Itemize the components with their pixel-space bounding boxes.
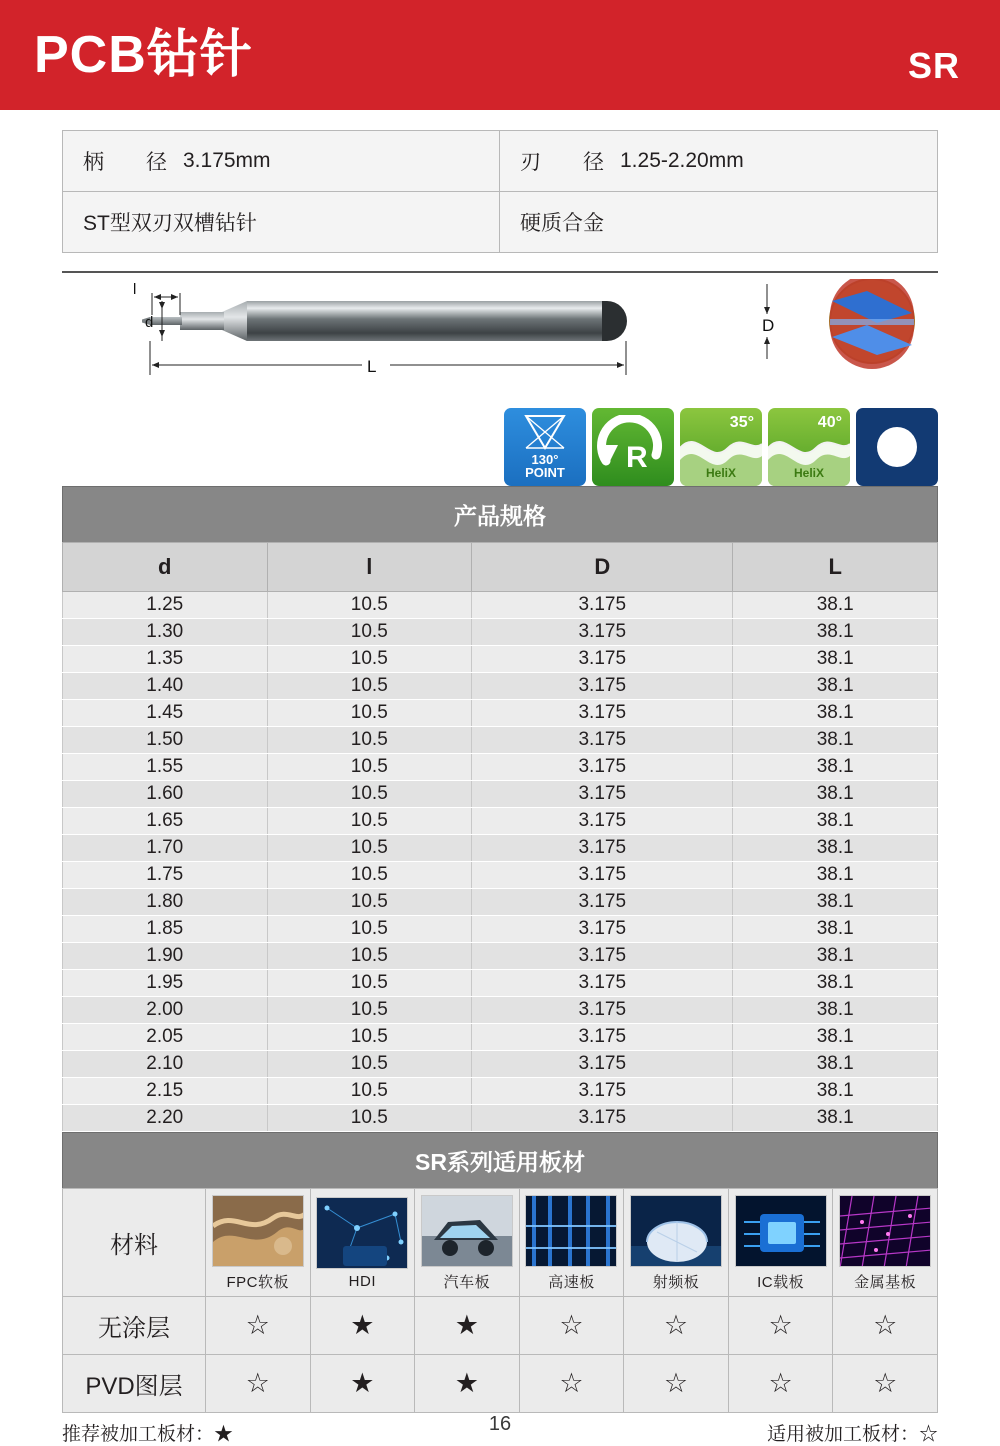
- dim-d-label: d: [145, 314, 154, 331]
- uncoated-rating-ic: ☆: [728, 1297, 833, 1355]
- uncoated-rating-metal: ☆: [833, 1297, 938, 1355]
- spec-cell-l: 10.5: [267, 754, 472, 781]
- badge-line1: R: [626, 441, 648, 474]
- spec-col-D: D: [472, 543, 733, 592]
- spec-cell-D: 3.175: [472, 835, 733, 862]
- uncoated-rating-auto: ★: [415, 1297, 520, 1355]
- material-row-label: 材料: [63, 1189, 206, 1297]
- hdi-thumbnail: [316, 1197, 408, 1269]
- table-row: [63, 646, 938, 673]
- fpc-thumbnail: [212, 1195, 304, 1267]
- dim-L-label: L: [367, 357, 377, 376]
- spec-cell-L: 38.1: [733, 781, 938, 808]
- spec-cell-L: 38.1: [733, 862, 938, 889]
- helix-40-badge: [768, 408, 850, 486]
- table-row: [63, 754, 938, 781]
- spec-cell-d: 2.05: [63, 1024, 268, 1051]
- spec-cell-l: 10.5: [267, 673, 472, 700]
- table-row: [63, 835, 938, 862]
- spec-cell-D: 3.175: [472, 700, 733, 727]
- highspeed-thumbnail: [525, 1195, 617, 1267]
- badge-line1: 35°: [729, 414, 754, 431]
- material-name: 射频板: [652, 1274, 700, 1291]
- badge-line2: POINT: [525, 465, 565, 481]
- spec-cell-L: 38.1: [733, 1024, 938, 1051]
- spec-cell-L: 38.1: [733, 1105, 938, 1132]
- hole-icon: [877, 427, 917, 467]
- spec-cell-l: 10.5: [267, 592, 472, 619]
- material-name: HDI: [348, 1273, 377, 1290]
- spec-cell-l: 10.5: [267, 808, 472, 835]
- spec-cell-d: 2.20: [63, 1105, 268, 1132]
- table-row: [63, 673, 938, 700]
- hole-badge: [856, 408, 938, 486]
- spec-cell-l: 10.5: [267, 943, 472, 970]
- spec-cell-D: 3.175: [472, 727, 733, 754]
- table-row: [63, 889, 938, 916]
- spec-col-L: L: [733, 543, 938, 592]
- table-row: [63, 862, 938, 889]
- material-name: 金属基板: [854, 1274, 917, 1291]
- spec-info-material: [500, 192, 937, 252]
- spec-cell-D: 3.175: [472, 862, 733, 889]
- table-row: [63, 619, 938, 646]
- spec-cell-d: 1.95: [63, 970, 268, 997]
- table-row: [63, 700, 938, 727]
- material-cell-highspeed: [519, 1189, 624, 1297]
- spec-cell-l: 10.5: [267, 970, 472, 997]
- spec-cell-l: 10.5: [267, 1078, 472, 1105]
- page-title: PCB钻针: [34, 26, 253, 84]
- spec-cell-L: 38.1: [733, 997, 938, 1024]
- table-row: [63, 916, 938, 943]
- spec-cell-L: 38.1: [733, 592, 938, 619]
- spec-cell-L: 38.1: [733, 727, 938, 754]
- spec-cell-d: 1.35: [63, 646, 268, 673]
- spec-cell-D: 3.175: [472, 1078, 733, 1105]
- spec-cell-d: 1.80: [63, 889, 268, 916]
- pvd-rating-auto: ★: [415, 1355, 520, 1413]
- spec-cell-L: 38.1: [733, 808, 938, 835]
- spec-cell-D: 3.175: [472, 916, 733, 943]
- badge-line2: HeliX: [705, 466, 736, 480]
- badge-line2: HeliX: [793, 466, 824, 480]
- uncoated-row-label: 无涂层: [63, 1297, 206, 1355]
- spec-cell-L: 38.1: [733, 619, 938, 646]
- spec-cell-d: 1.85: [63, 916, 268, 943]
- spec-cell-L: 38.1: [733, 1051, 938, 1078]
- table-row: [63, 1024, 938, 1051]
- spec-cell-l: 10.5: [267, 1024, 472, 1051]
- spec-table-header-row: [63, 543, 938, 592]
- material-cell-hdi: [310, 1189, 415, 1297]
- uncoated-rating-rf: ☆: [624, 1297, 729, 1355]
- spec-cell-D: 3.175: [472, 808, 733, 835]
- rotation-badge: [592, 408, 674, 486]
- spec-cell-L: 38.1: [733, 970, 938, 997]
- dim-D-label: D: [762, 316, 775, 335]
- table-row: [63, 808, 938, 835]
- drill-technical-drawing: [62, 279, 938, 399]
- table-row: [63, 997, 938, 1024]
- pvd-rating-ic: ☆: [728, 1355, 833, 1413]
- badge-line1: 40°: [817, 414, 842, 431]
- table-row: [63, 592, 938, 619]
- spec-cell-d: 2.15: [63, 1078, 268, 1105]
- spec-col-l: l: [267, 543, 472, 592]
- spec-cell-D: 3.175: [472, 970, 733, 997]
- spec-cell-l: 10.5: [267, 781, 472, 808]
- spec-info-value: 3.175mm: [183, 149, 271, 172]
- table-row: [63, 1078, 938, 1105]
- pvd-rating-highspeed: ☆: [519, 1355, 624, 1413]
- spec-info-value: 1.25-2.20mm: [620, 149, 744, 172]
- spec-cell-L: 38.1: [733, 1078, 938, 1105]
- spec-cell-l: 10.5: [267, 646, 472, 673]
- spec-table-title: 产品规格: [62, 486, 938, 542]
- spec-cell-L: 38.1: [733, 673, 938, 700]
- spec-cell-d: 1.45: [63, 700, 268, 727]
- series-code: SR: [907, 45, 960, 86]
- material-cell-ic: [728, 1189, 833, 1297]
- spec-cell-D: 3.175: [472, 943, 733, 970]
- spec-cell-l: 10.5: [267, 916, 472, 943]
- spec-cell-l: 10.5: [267, 862, 472, 889]
- spec-cell-L: 38.1: [733, 646, 938, 673]
- spec-cell-l: 10.5: [267, 997, 472, 1024]
- spec-cell-d: 1.30: [63, 619, 268, 646]
- spec-cell-d: 1.90: [63, 943, 268, 970]
- spec-cell-d: 1.65: [63, 808, 268, 835]
- spec-cell-d: 2.10: [63, 1051, 268, 1078]
- automotive-thumbnail: [421, 1195, 513, 1267]
- spec-cell-D: 3.175: [472, 619, 733, 646]
- pvd-rating-hdi: ★: [310, 1355, 415, 1413]
- rotation-arrow-icon: [596, 415, 670, 479]
- legend-recommended: 推荐被加工板材：★: [62, 1424, 234, 1445]
- spec-cell-D: 3.175: [472, 646, 733, 673]
- pvd-rating-metal: ☆: [833, 1355, 938, 1413]
- spec-col-d: d: [63, 543, 268, 592]
- spec-cell-L: 38.1: [733, 700, 938, 727]
- spec-info-label: 刃 径: [520, 151, 604, 174]
- material-table: [62, 1188, 938, 1413]
- legend-applicable: 适用被加工板材：☆: [766, 1424, 938, 1445]
- spec-info-label: 柄 径: [83, 151, 167, 174]
- table-row: [63, 781, 938, 808]
- material-cell-auto: [415, 1189, 520, 1297]
- material-name: 高速板: [548, 1274, 595, 1291]
- spec-cell-D: 3.175: [472, 673, 733, 700]
- page-header: [0, 0, 1000, 110]
- ic-substrate-thumbnail: [735, 1195, 827, 1267]
- material-cell-rf: [624, 1189, 729, 1297]
- spec-cell-D: 3.175: [472, 592, 733, 619]
- spec-cell-l: 10.5: [267, 835, 472, 862]
- rf-thumbnail: [630, 1195, 722, 1267]
- spec-cell-L: 38.1: [733, 889, 938, 916]
- spec-cell-d: 1.25: [63, 592, 268, 619]
- spec-cell-L: 38.1: [733, 943, 938, 970]
- metal-base-thumbnail: [839, 1195, 931, 1267]
- material-cell-metal: [833, 1189, 938, 1297]
- point-angle-badge: [504, 408, 586, 486]
- pvd-row: [63, 1355, 938, 1413]
- spec-cell-d: 1.60: [63, 781, 268, 808]
- spec-cell-l: 10.5: [267, 727, 472, 754]
- badge-line1: 130°: [531, 451, 559, 467]
- material-name: IC载板: [757, 1274, 805, 1291]
- drill-drawing-area: [62, 271, 938, 486]
- spec-cell-l: 10.5: [267, 1051, 472, 1078]
- spec-table: [62, 542, 938, 1132]
- spec-cell-l: 10.5: [267, 1105, 472, 1132]
- spec-table-body: [63, 592, 938, 1132]
- uncoated-row: [63, 1297, 938, 1355]
- uncoated-rating-hdi: ★: [310, 1297, 415, 1355]
- spec-cell-L: 38.1: [733, 754, 938, 781]
- spec-cell-d: 2.00: [63, 997, 268, 1024]
- spec-cell-D: 3.175: [472, 1024, 733, 1051]
- table-row: [63, 727, 938, 754]
- spec-cell-D: 3.175: [472, 1105, 733, 1132]
- material-cell-fpc: [206, 1189, 311, 1297]
- page-number: 16: [488, 1413, 512, 1435]
- spec-cell-L: 38.1: [733, 835, 938, 862]
- material-thumbnails-row: [63, 1189, 938, 1297]
- material-name: FPC软板: [226, 1274, 290, 1291]
- spec-info-label: 硬质合金: [520, 212, 604, 235]
- uncoated-rating-fpc: ☆: [206, 1297, 311, 1355]
- dim-l-label: l: [133, 281, 137, 298]
- table-row: [63, 970, 938, 997]
- pvd-rating-rf: ☆: [624, 1355, 729, 1413]
- pvd-row-label: PVD图层: [63, 1355, 206, 1413]
- spec-cell-D: 3.175: [472, 1051, 733, 1078]
- spec-cell-l: 10.5: [267, 619, 472, 646]
- spec-cell-d: 1.55: [63, 754, 268, 781]
- spec-info-type: [63, 192, 500, 252]
- spec-cell-D: 3.175: [472, 754, 733, 781]
- uncoated-rating-highspeed: ☆: [519, 1297, 624, 1355]
- pvd-rating-fpc: ☆: [206, 1355, 311, 1413]
- spec-info-flute-diameter: [500, 131, 937, 192]
- material-table-title: SR系列适用板材: [62, 1132, 938, 1188]
- spec-cell-D: 3.175: [472, 781, 733, 808]
- point-angle-icon: [504, 408, 586, 458]
- spec-cell-D: 3.175: [472, 997, 733, 1024]
- spec-cell-d: 1.75: [63, 862, 268, 889]
- material-name: 汽车板: [443, 1274, 491, 1291]
- spec-info-box: [62, 130, 938, 253]
- table-row: [63, 1105, 938, 1132]
- spec-cell-d: 1.70: [63, 835, 268, 862]
- spec-cell-d: 1.50: [63, 727, 268, 754]
- table-row: [63, 1051, 938, 1078]
- spec-cell-L: 38.1: [733, 916, 938, 943]
- feature-badges: [504, 408, 938, 486]
- spec-cell-D: 3.175: [472, 889, 733, 916]
- spec-cell-l: 10.5: [267, 889, 472, 916]
- helix-35-badge: [680, 408, 762, 486]
- spec-cell-d: 1.40: [63, 673, 268, 700]
- spec-cell-l: 10.5: [267, 700, 472, 727]
- table-row: [63, 943, 938, 970]
- spec-info-label: ST型双刃双槽钻针: [83, 212, 257, 235]
- spec-info-shank-diameter: [63, 131, 500, 192]
